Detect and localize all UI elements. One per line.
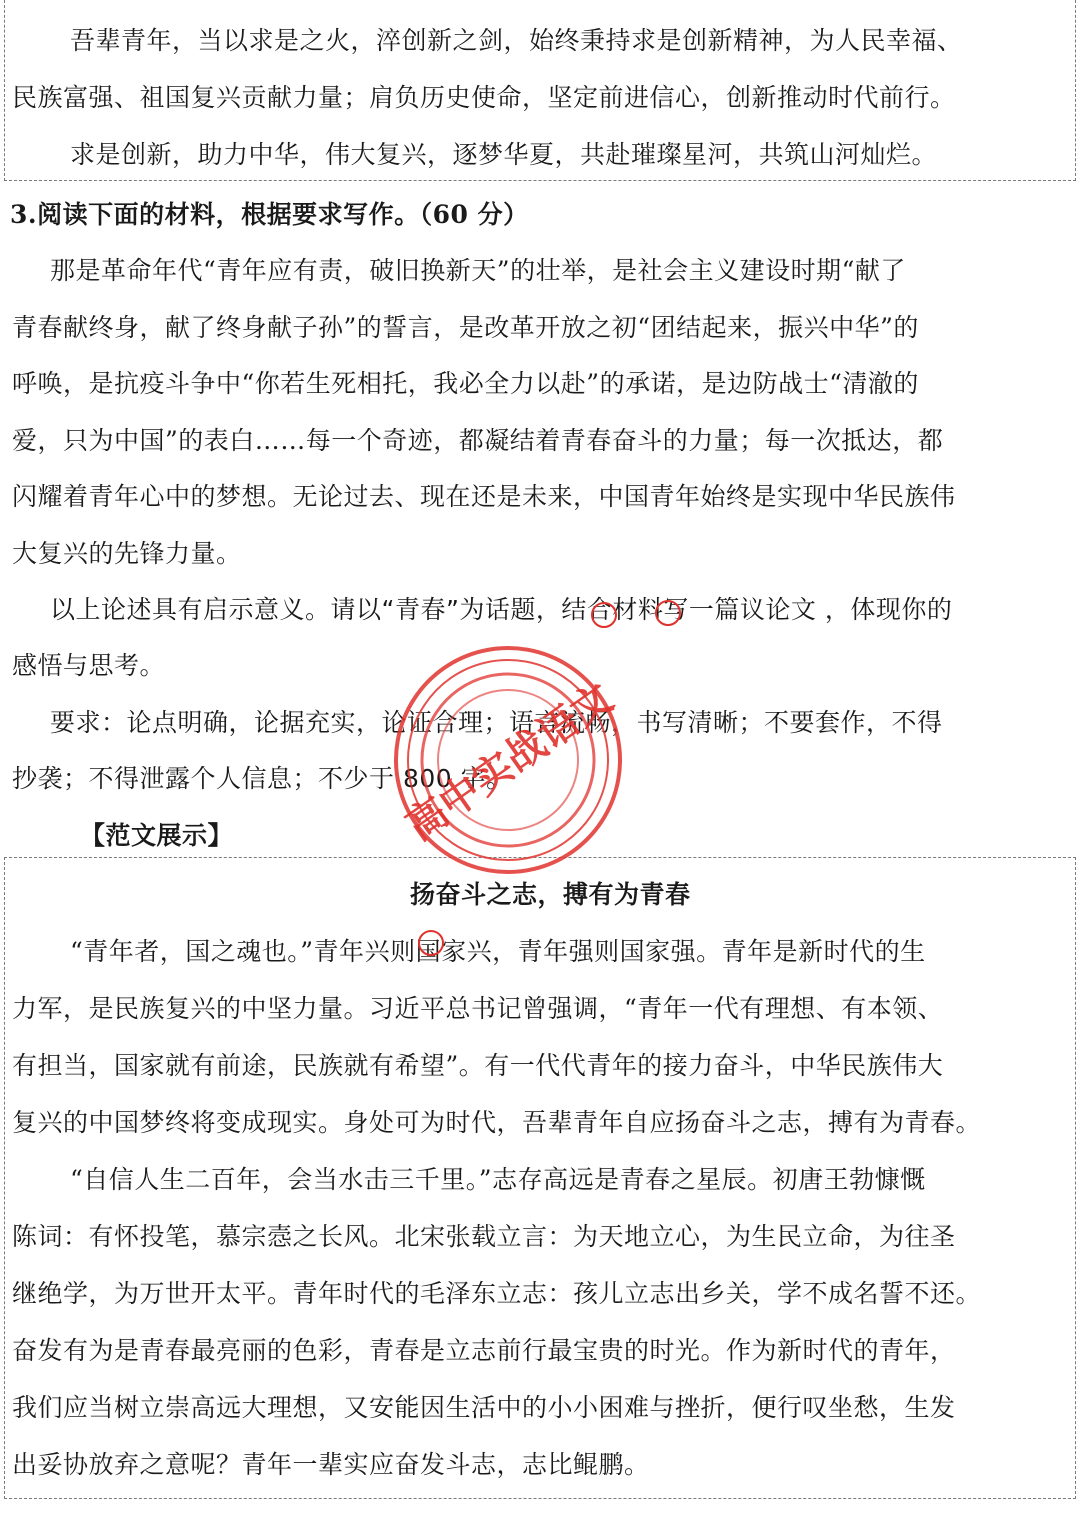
- sample-title: 扬奋斗之志，搏有为青春: [410, 880, 691, 909]
- material-line: 呼唤，是抗疫斗争中“你若生死相托，我必全力以赴”的承诺，是边防战士“清澈的: [12, 369, 919, 398]
- red-circle-mark: [591, 602, 617, 628]
- svg-text:高中实战语文: 高中实战语文: [398, 674, 622, 851]
- sample-line: 力军，是民族复兴的中坚力量。习近平总书记曾强调，“青年一代有理想、有本领、: [12, 994, 944, 1023]
- material-line: 青春献终身，献了终身献子孙”的誓言，是改革开放之初“团结起来，振兴中华”的: [12, 313, 919, 342]
- sample-line: 出妥协放弃之意呢？青年一辈实应奋发斗志，志比鲲鹏。: [12, 1450, 650, 1479]
- excerpt-line: 民族富强、祖国复兴贡献力量；肩负历史使命，坚定前进信心，创新推动时代前行。: [12, 83, 956, 112]
- material-line: 闪耀着青年心中的梦想。无论过去、现在还是未来，中国青年始终是实现中华民族伟: [12, 482, 956, 511]
- sample-line: “自信人生二百年，会当水击三千里。”志存高远是青春之星辰。初唐王勃慷慨: [70, 1165, 926, 1194]
- sample-line: 我们应当树立崇高远大理想，又安能因生活中的小小困难与挫折，便行叹坐愁，生发: [12, 1393, 956, 1422]
- sample-line: “青年者，国之魂也。”青年兴则国家兴，青年强则国家强。青年是新时代的生: [70, 937, 926, 966]
- prompt-line: 以上论述具有启示意义。请以“青春”为话题，结合材料写一篇议论文 ，体现你的: [50, 595, 953, 624]
- sample-line: 陈词：有怀投笔，慕宗悫之长风。北宋张载立言：为天地立心，为生民立命，为往圣: [12, 1222, 956, 1251]
- red-circle-mark: [418, 930, 444, 956]
- requirement-line: 抄袭；不得泄露个人信息；不少于 800 字。: [12, 764, 512, 793]
- requirement-line: 要求：论点明确，论据充实，论证合理；语言流畅，书写清晰；不要套作，不得: [50, 708, 943, 737]
- prompt-line: 感悟与思考。: [12, 651, 166, 680]
- question-heading: 3.阅读下面的材料，根据要求写作。（60 分）: [10, 200, 529, 229]
- sample-line: 有担当，国家就有前途，民族就有希望”。有一代代青年的接力奋斗，中华民族伟大: [12, 1051, 944, 1080]
- sample-line: 继绝学，为万世开太平。青年时代的毛泽东立志：孩儿立志出乡关，学不成名誓不还。: [12, 1279, 982, 1308]
- sample-line: 复兴的中国梦终将变成现实。身处可为时代，吾辈青年自应扬奋斗之志，搏有为青春。: [12, 1108, 982, 1137]
- material-line: 爱，只为中国”的表白……每一个奇迹，都凝结着青春奋斗的力量；每一次抵达，都: [12, 426, 944, 455]
- red-circle-mark: [655, 600, 681, 626]
- excerpt-line: 吾辈青年，当以求是之火，淬创新之剑，始终秉持求是创新精神，为人民幸福、: [70, 26, 963, 55]
- material-line: 那是革命年代“青年应有责，破旧换新天”的壮举，是社会主义建设时期“献了: [50, 256, 906, 285]
- sample-line: 奋发有为是青春最亮丽的色彩，青春是立志前行最宝贵的时光。作为新时代的青年，: [12, 1336, 956, 1365]
- excerpt-line: 求是创新，助力中华，伟大复兴，逐梦华夏，共赴璀璨星河，共筑山河灿烂。: [70, 140, 938, 169]
- sample-label: 【范文展示】: [80, 821, 234, 850]
- material-line: 大复兴的先锋力量。: [12, 539, 242, 568]
